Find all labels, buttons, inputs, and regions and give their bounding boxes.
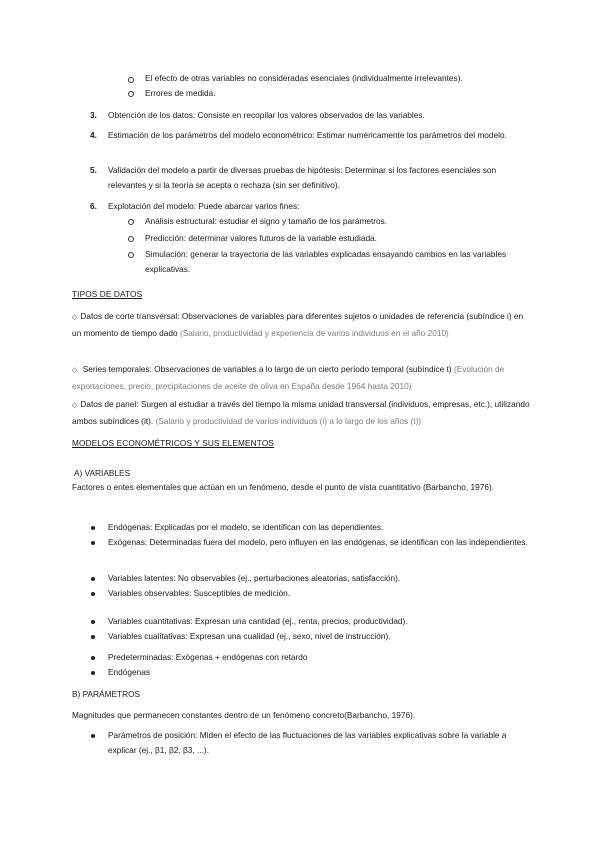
tipo-dato-text: Datos de panel: Surgen al estudiar a través del tiempo la misma unidad transversal (individuos, empresas, etc.), utilizando ambos subíndices (it).: [72, 399, 530, 426]
parametro-item: Parámetros de posición: Miden el efecto de las fluctuaciones de las variables explicativas sobre la variable a explicar (ej., β1, β2, β3, ...).: [108, 730, 507, 755]
tipo-dato-example: (Evolución de exportaciones, precio, precipitaciones de aceite de oliva en España desde 1964 hasta 2010): [72, 364, 505, 391]
circle-bullet-icon: [128, 77, 134, 83]
bullet-icon: [91, 635, 95, 639]
subsection-heading-variables: A) VARIABLES: [74, 468, 131, 478]
variable-item: Variables cuantitativas: Expresan una cantidad (ej., renta, precios, productividad).: [108, 616, 408, 626]
bullet-icon: [91, 620, 95, 624]
bullet-icon: [91, 734, 95, 738]
variable-item: Predeterminadas: Exógenas + endógenas con retardo: [108, 652, 308, 662]
variable-item: Endógenas: [108, 667, 150, 677]
variable-item: Endógenas: Explicadas por el modelo, se identifican con las dependientes.: [108, 522, 384, 532]
bullet-icon: [91, 577, 95, 581]
numbered-item: Validación del modelo a partir de diversas pruebas de hipótesis: Determinar si los factores esenciales son relevantes y si la teoría se acepta o rechaza (sin ser definitivo).: [108, 165, 497, 190]
sub-list-item: Errores de medida.: [145, 88, 216, 98]
bullet-icon: [91, 526, 95, 530]
numbered-item: Estimación de los parámetros del modelo econométrico: Estimar numéricamente los parámetros del modelo.: [108, 130, 507, 140]
numbered-item: Explotación del modelo: Puede abarcar varios fines:: [108, 201, 300, 211]
circle-bullet-icon: [128, 91, 134, 97]
list-number: 3.: [90, 110, 97, 120]
tipo-dato-item: [72, 362, 532, 393]
bullet-icon: [91, 592, 95, 596]
variable-item: Variables observables: Susceptibles de medición.: [108, 588, 291, 598]
variable-item: Exógenas: Determinadas fuera del modelo, pero influyen en las endógenas, se identifican con las independientes.: [108, 537, 528, 547]
circle-bullet-icon: [128, 219, 134, 225]
circle-bullet-icon: [128, 252, 134, 258]
tipo-dato-example: (Salario, productividad y experiencia de varios individuos en el año 2010): [179, 327, 449, 338]
circle-bullet-icon: [128, 236, 134, 242]
bullet-icon: [91, 656, 95, 660]
sub-list-item: Simulación: generar la trayectoria de las variables explicadas ensayando cambios en las variables explicativas.: [145, 249, 507, 274]
variable-item: Variables latentes: No observables (ej., perturbaciones aleatorias, satisfacción).: [108, 573, 401, 583]
list-number: 5.: [90, 165, 97, 175]
diamond-bullet-icon: ◇: [72, 402, 78, 409]
section-heading-tipos: TIPOS DE DATOS: [72, 289, 143, 299]
parametros-intro: Magnitudes que permanecen constantes dentro de un fenómeno concreto(Barbancho, 1976).: [72, 710, 416, 720]
tipo-dato-text: Series temporales: Observaciones de variables a lo largo de un cierto período temporal (subíndice t): [80, 364, 454, 374]
sub-list-item: El efecto de otras variables no consideradas esenciales (individualmente irrelevantes).: [145, 73, 463, 83]
tipo-dato-example: (Salario y productividad de varios individuos (i) a lo largo de los años (t)): [155, 415, 422, 426]
bullet-icon: [91, 541, 95, 545]
list-number: 4.: [90, 130, 97, 140]
tipo-dato-text: Datos de corte transversal: Observaciones de variables para diferentes sujetos o unidades de referencia (subíndice i) en un momento de tiempo dado: [72, 311, 524, 338]
tipo-dato-item: [72, 309, 532, 340]
variables-intro: Factores o entes elementales que actúan en un fenómeno, desde el punto de vista cuantitativo (Barbancho, 1976).: [72, 482, 495, 492]
section-heading-modelos: MODELOS ECONOMÉTRICOS Y SUS ELEMENTOS: [72, 438, 274, 448]
subsection-heading-parametros: B) PARÁMETROS: [72, 689, 141, 699]
diamond-bullet-icon: ◇: [72, 314, 78, 321]
diamond-bullet-icon: ◇: [72, 367, 78, 374]
variable-item: Variables cualitativas: Expresan una cualidad (ej., sexo, nivel de instrucción).: [108, 631, 391, 641]
list-number: 6.: [90, 201, 97, 211]
tipo-dato-item: [72, 397, 532, 428]
sub-list-item: Predicción: determinar valores futuros de la variable estudiada.: [145, 233, 377, 243]
bullet-icon: [91, 671, 95, 675]
sub-list-item: Análisis estructural: estudiar el signo y tamaño de los parámetros.: [145, 216, 388, 226]
numbered-item: Obtención de los datos: Consiste en recopilar los valores observados de las variables.: [108, 110, 425, 120]
